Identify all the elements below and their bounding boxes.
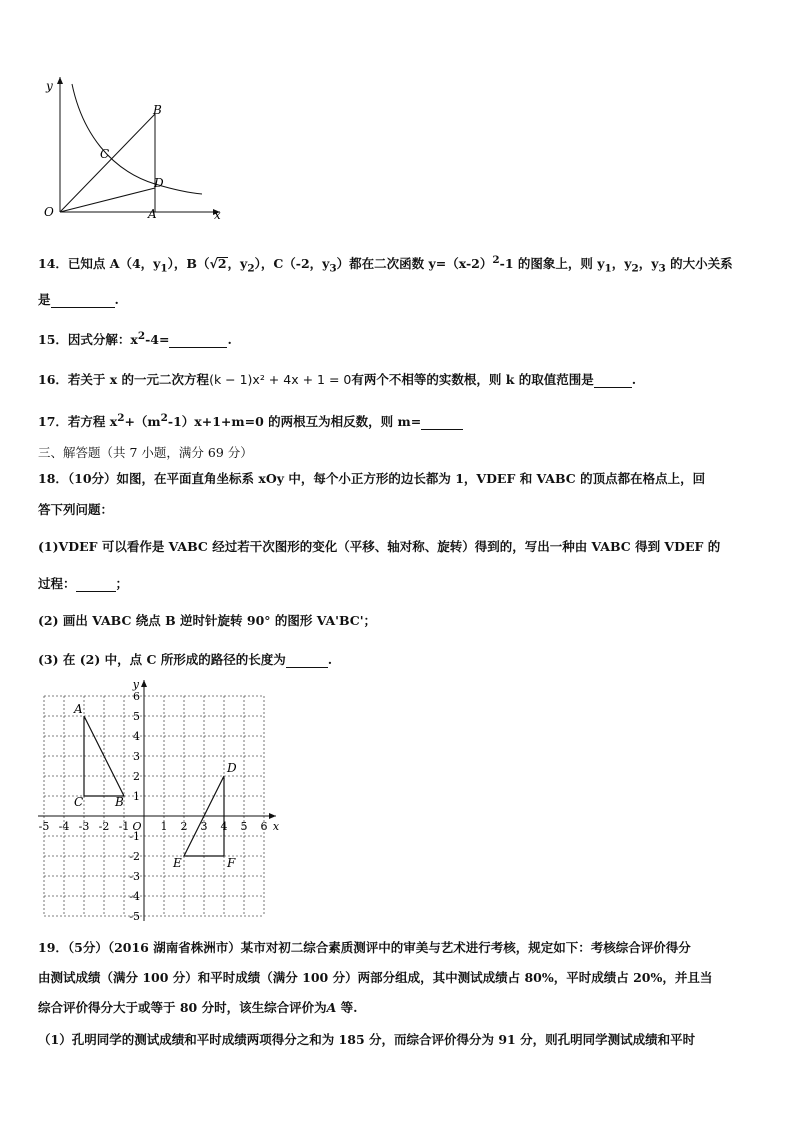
question-18-line2: 答下列问题： <box>38 502 114 517</box>
y-tick-label: -5 <box>129 910 140 923</box>
y-tick-label: 6 <box>133 690 140 703</box>
x-tick-label: 3 <box>200 820 208 833</box>
y-tick-label: -1 <box>129 830 140 843</box>
y-tick-label: -3 <box>129 870 140 883</box>
question-19-line1: 19．（5分）（2016 湖南省株洲市）某市对初二综合素质测评中的审美与艺术进行考核，规定如下：考核综合评价得分 <box>38 940 691 955</box>
x-tick-label: 6 <box>260 820 268 833</box>
y-axis-label: y <box>132 678 139 691</box>
fig1-a-label: A <box>148 207 157 221</box>
x-tick-label: 4 <box>220 820 228 833</box>
y-tick-label: 4 <box>133 730 140 743</box>
x-tick-label: -5 <box>38 820 50 833</box>
coordinate-grid-figure <box>30 676 290 926</box>
origin-label: O <box>132 820 142 833</box>
question-16: 16．若关于 x 的一元二次方程(k − 1)x² + 4x + 1 = 0有两个不相等的实数根，则 k 的取值范围是 . <box>38 372 637 387</box>
point-a-label: A <box>74 702 83 716</box>
fig1-origin-label: O <box>44 205 54 219</box>
question-18-part2: (2) 画出 VABC 绕点 B 逆时针旋转 90° 的图形 VA'BC'； <box>38 613 377 628</box>
answer-blank-15[interactable] <box>169 332 227 348</box>
question-19-line3: 综合评价得分大于或等于 80 分时，该生综合评价为A 等. <box>38 1000 358 1015</box>
question-18-part1b: 过程： ； <box>38 576 129 591</box>
y-tick-label: 1 <box>133 790 140 803</box>
point-b-label: B <box>115 795 124 809</box>
x-tick-label: 5 <box>240 820 248 833</box>
y-tick-label: 3 <box>133 750 140 763</box>
section-heading: 三、解答题（共 7 小题，满分 69 分） <box>38 445 253 460</box>
x-tick-label: -4 <box>58 820 70 833</box>
x-tick-label: 2 <box>180 820 188 833</box>
x-tick-label: -3 <box>78 820 90 833</box>
question-18-part3: (3) 在 (2) 中，点 C 所形成的路径的长度为 . <box>38 652 333 667</box>
point-d-label: D <box>227 761 237 775</box>
y-tick-label: -2 <box>129 850 140 863</box>
answer-blank-18-3[interactable] <box>286 652 328 668</box>
y-tick-label: -4 <box>129 890 140 903</box>
question-18-line1: 18．（10分）如图，在平面直角坐标系 xOy 中，每个小正方形的边长都为 1，VDEF 和 VABC 的顶点都在格点上，回 <box>38 471 706 486</box>
fig1-y-label: y <box>46 79 53 93</box>
question-14: 14．已知点 A（4，$y_1$），B（√2，$y_2$），C（-2，$y_3$）都在二次函数 $y=(x-2)^2-1$ 的图象上，则 $y_1$，$y_2$，$y_3$ 的大小关系 <box>38 254 733 275</box>
question-18-part1: (1)VDEF 可以看作是 VABC 经过若干次图形的变化（平移、轴对称、旋转）得到的，写出一种由 VABC 得到 VDEF 的 <box>38 539 721 554</box>
question-14-line2: 是 . <box>38 292 119 307</box>
answer-blank-17[interactable] <box>421 414 463 430</box>
fig1-d-label: D <box>154 176 164 190</box>
fig1-c-label: C <box>100 147 110 161</box>
answer-blank-14[interactable] <box>51 292 115 308</box>
x-tick-label: 1 <box>160 820 168 833</box>
question-15: 15．因式分解：$x^2-4=$ . <box>38 330 232 348</box>
x-axis-label: x <box>272 820 280 833</box>
x-tick-label: -1 <box>118 820 130 833</box>
fig1-x-label: x <box>214 208 221 222</box>
y-tick-label: 2 <box>133 770 140 783</box>
y-tick-label: 5 <box>133 710 140 723</box>
x-tick-label: -2 <box>98 820 110 833</box>
answer-blank-16[interactable] <box>594 372 632 388</box>
question-17: 17．若方程 $x^2+(m^2-1)x+1+m=0$ 的两根互为相反数，则 m= <box>38 412 463 430</box>
question-19-line4: （1）孔明同学的测试成绩和平时成绩两项得分之和为 185 分，而综合评价得分为 91 分，则孔明同学测试成绩和平时 <box>38 1032 696 1047</box>
answer-blank-18-1[interactable] <box>76 576 116 592</box>
point-c-label: C <box>74 795 84 809</box>
point-f-label: F <box>227 856 236 870</box>
fig1-b-label: B <box>153 103 162 117</box>
hyperbola-figure <box>30 72 230 232</box>
question-19-line2: 由测试成绩（满分 100 分）和平时成绩（满分 100 分）两部分组成，其中测试成绩占 80%，平时成绩占 20%，并且当 <box>38 970 713 985</box>
point-e-label: E <box>173 856 182 870</box>
